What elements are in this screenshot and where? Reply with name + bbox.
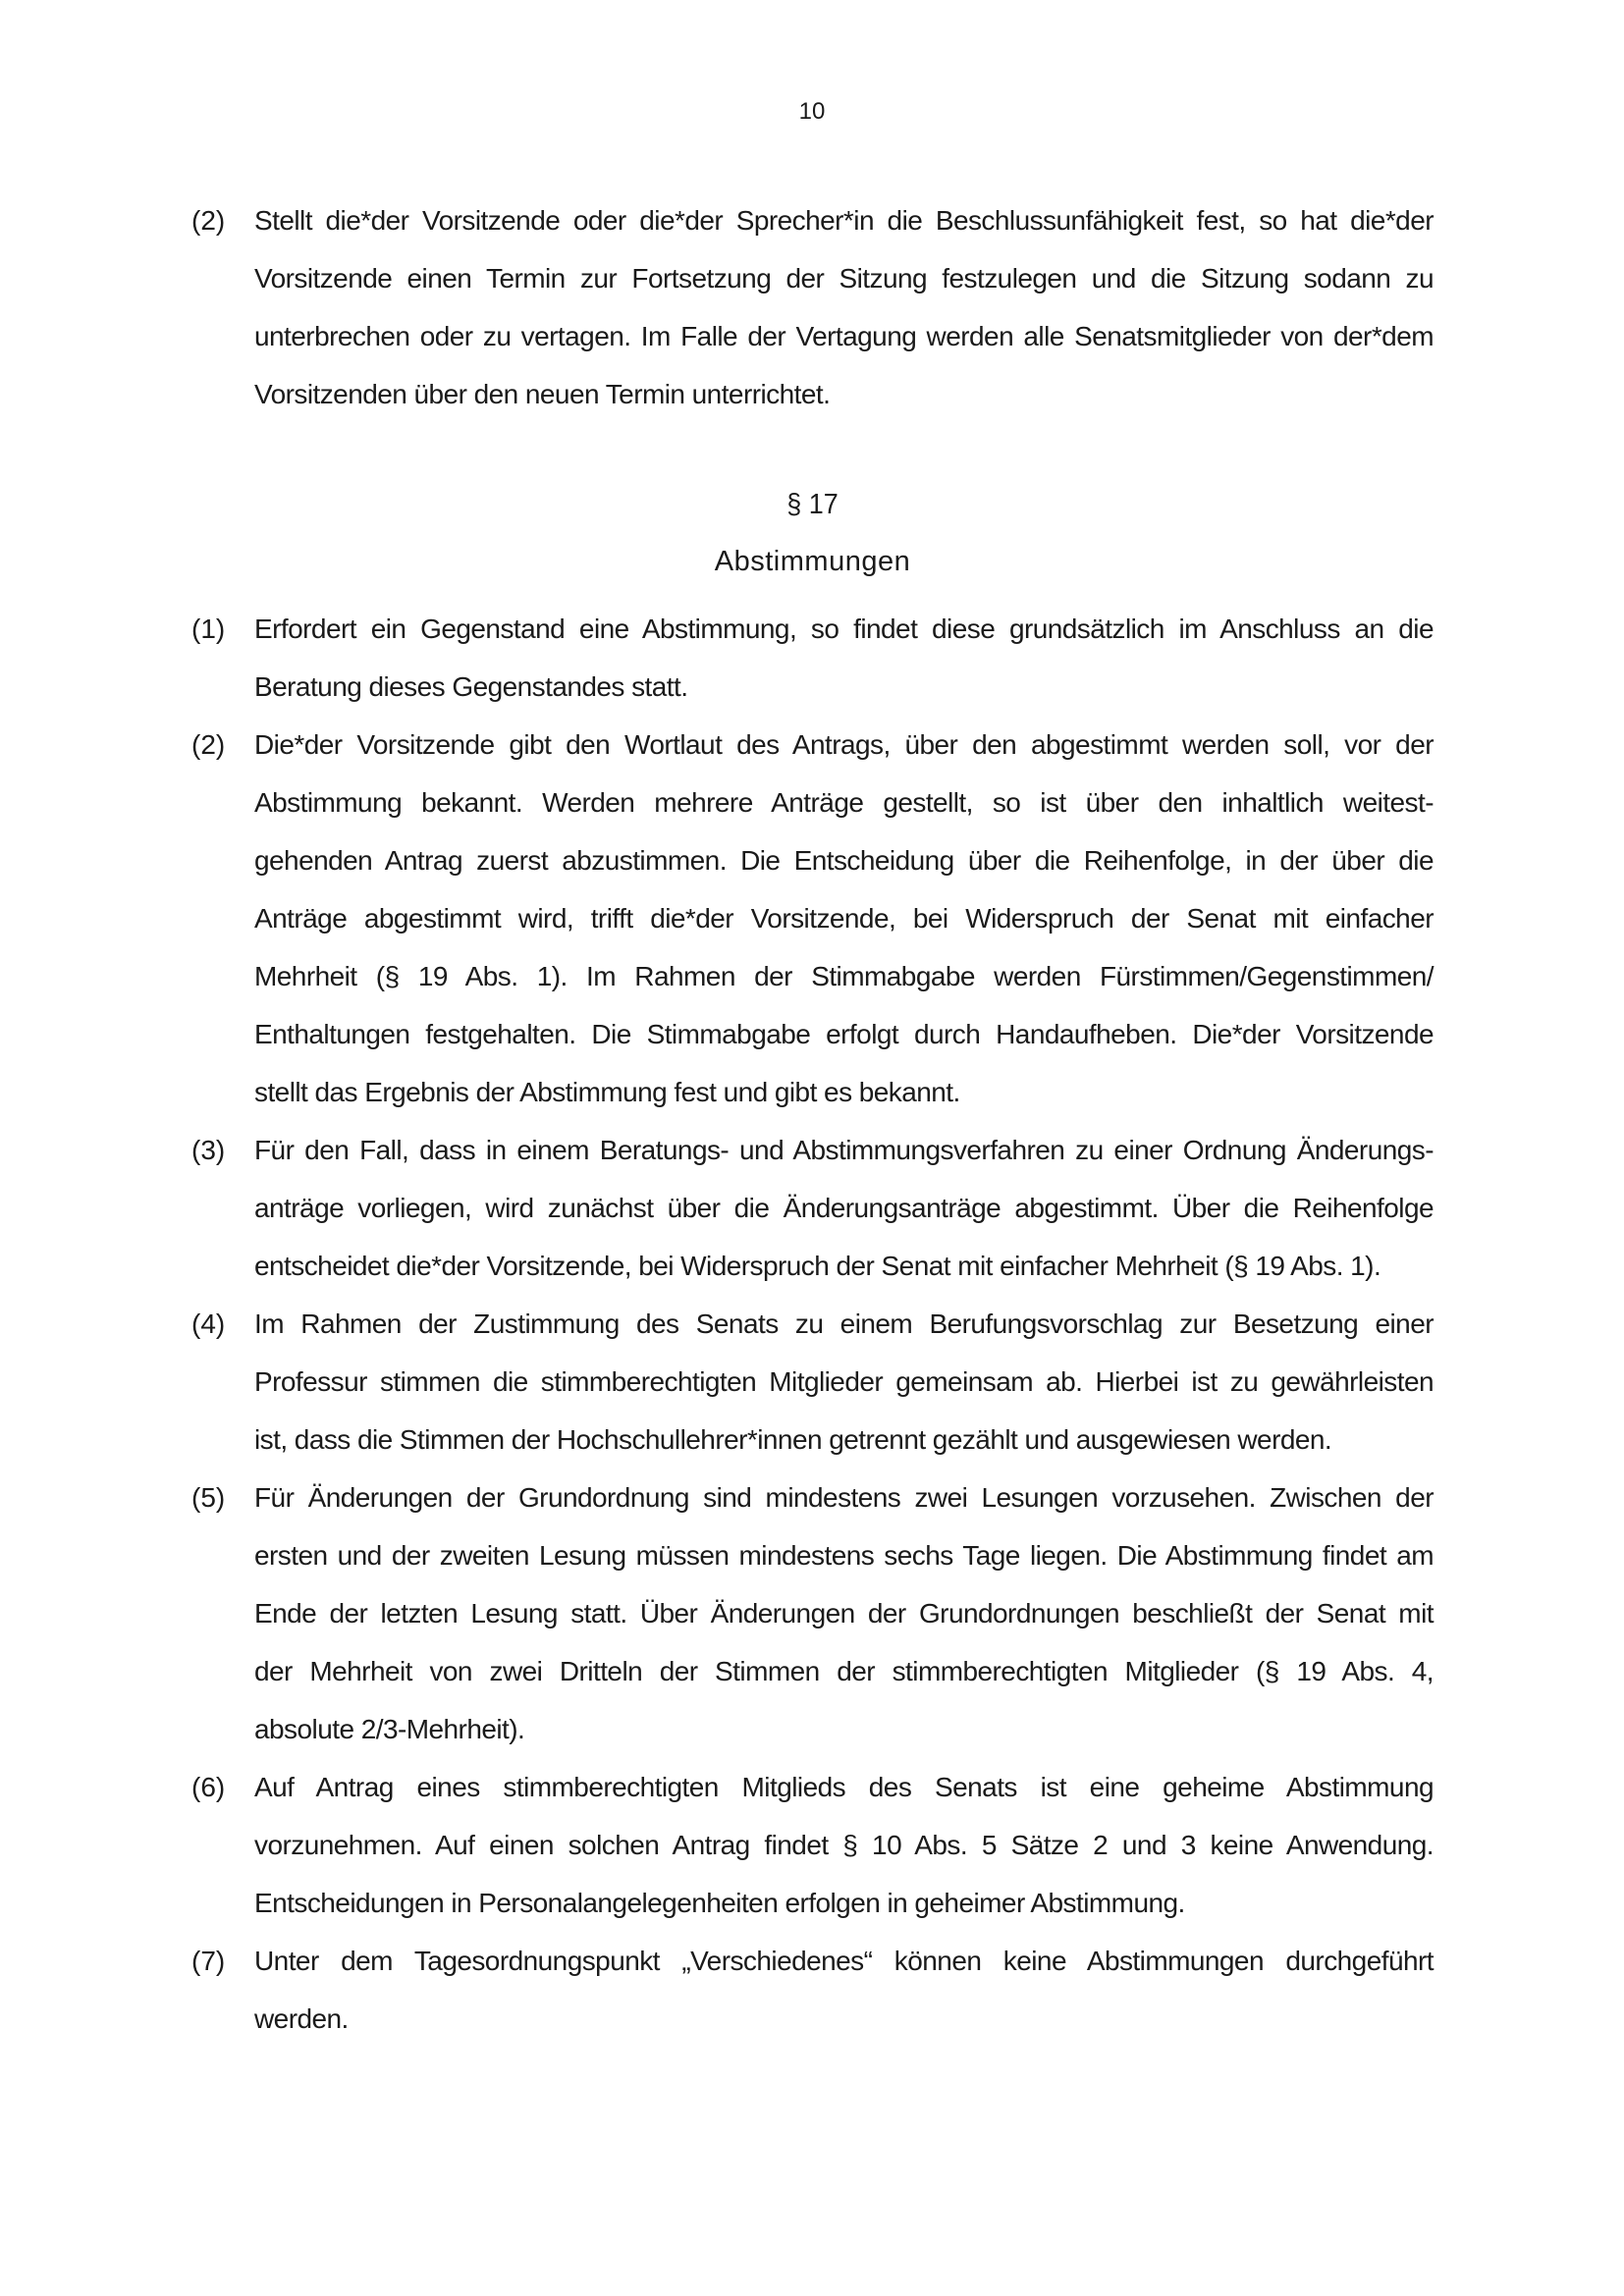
text-line: Professur stimmen die stimmberechtigten Mitglieder gemeinsam ab. Hierbei ist zu gewährleisten xyxy=(254,1366,1434,1397)
text-line: Auf Antrag eines stimmberechtigten Mitglieds des Senats ist eine geheime Abstimmung xyxy=(254,1772,1434,1802)
text-line: Erfordert ein Gegenstand eine Abstimmung, so findet diese grundsätzlich im Anschluss an die xyxy=(254,614,1434,644)
section-number: § 17 xyxy=(786,489,839,520)
text-line: unterbrechen oder zu vertagen. Im Falle der Vertagung werden alle Senatsmitglieder von der*dem xyxy=(254,321,1434,351)
paragraph-text xyxy=(254,1121,1434,1295)
paragraph-text xyxy=(254,600,1434,716)
previous-section xyxy=(191,191,1434,423)
section-17 xyxy=(191,488,1434,2048)
paragraph xyxy=(191,191,1434,423)
text-line: Abstimmung bekannt. Werden mehrere Anträge gestellt, so ist über den inhaltlich weitest- xyxy=(254,787,1434,818)
paragraph-text xyxy=(254,191,1434,423)
text-line: Für Änderungen der Grundordnung sind mindestens zwei Lesungen vorzusehen. Zwischen der xyxy=(254,1482,1434,1513)
text-line: Unter dem Tagesordnungspunkt „Verschiedenes“ können keine Abstimmungen durchgeführt xyxy=(254,1946,1434,1976)
text-line: ersten und der zweiten Lesung müssen mindestens sechs Tage liegen. Die Abstimmung findet am xyxy=(254,1540,1434,1571)
paragraph xyxy=(191,1121,1434,1295)
paragraph-number: (5) xyxy=(191,1482,226,1513)
text-line: Vorsitzenden über den neuen Termin unterrichtet. xyxy=(254,379,831,409)
paragraph-number: (1) xyxy=(191,614,226,644)
paragraph xyxy=(191,1295,1434,1468)
section-title: Abstimmungen xyxy=(714,546,911,577)
text-line: Entscheidungen in Personalangelegenheiten erfolgen in geheimer Abstimmung. xyxy=(254,1888,1185,1918)
paragraph xyxy=(191,1758,1434,1932)
text-line: Mehrheit (§ 19 Abs. 1). Im Rahmen der Stimmabgabe werden Fürstimmen/Gegenstimmen/ xyxy=(254,961,1434,991)
text-line: Ende der letzten Lesung statt. Über Änderungen der Grundordnungen beschließt der Senat mit xyxy=(254,1598,1434,1629)
text-line: Stellt die*der Vorsitzende oder die*der Sprecher*in die Beschlussunfähigkeit fest, so hat die*der xyxy=(254,205,1434,236)
paragraph-number: (4) xyxy=(191,1308,226,1339)
text-line: entscheidet die*der Vorsitzende, bei Widerspruch der Senat mit einfacher Mehrheit (§ 19 Abs. 1). xyxy=(254,1251,1381,1281)
text-line: vorzunehmen. Auf einen solchen Antrag findet § 10 Abs. 5 Sätze 2 und 3 keine Anwendung. xyxy=(254,1830,1434,1860)
text-line: Beratung dieses Gegenstandes statt. xyxy=(254,671,688,702)
text-line: der Mehrheit von zwei Dritteln der Stimmen der stimmberechtigten Mitglieder (§ 19 Abs. 4, xyxy=(254,1656,1434,1686)
paragraph-number: (2) xyxy=(191,729,226,760)
paragraph-text xyxy=(254,1468,1434,1758)
text-line: stellt das Ergebnis der Abstimmung fest und gibt es bekannt. xyxy=(254,1077,960,1107)
paragraph xyxy=(191,1932,1434,2048)
page-number: 10 xyxy=(798,98,826,125)
paragraph-text xyxy=(254,1932,1434,2048)
paragraph-number: (6) xyxy=(191,1772,226,1802)
paragraph-number: (3) xyxy=(191,1135,226,1165)
paragraph-number: (7) xyxy=(191,1946,226,1976)
paragraph-text xyxy=(254,1295,1434,1468)
text-line: Vorsitzende einen Termin zur Fortsetzung der Sitzung festzulegen und die Sitzung sodann zu xyxy=(254,263,1434,294)
paragraph-text xyxy=(254,1758,1434,1932)
paragraph xyxy=(191,600,1434,716)
section-paragraphs xyxy=(191,600,1434,2048)
text-line: Die*der Vorsitzende gibt den Wortlaut des Antrags, über den abgestimmt werden soll, vor der xyxy=(254,729,1434,760)
text-line: gehenden Antrag zuerst abzustimmen. Die Entscheidung über die Reihenfolge, in der über die xyxy=(254,845,1434,876)
paragraph xyxy=(191,716,1434,1121)
text-line: Enthaltungen festgehalten. Die Stimmabgabe erfolgt durch Handaufheben. Die*der Vorsitzende xyxy=(254,1019,1434,1049)
text-line: werden. xyxy=(254,2003,349,2034)
text-line: ist, dass die Stimmen der Hochschullehrer*innen getrennt gezählt und ausgewiesen werden. xyxy=(254,1424,1332,1455)
text-line: absolute 2/3-Mehrheit). xyxy=(254,1714,525,1744)
text-line: Anträge abgestimmt wird, trifft die*der Vorsitzende, bei Widerspruch der Senat mit einfacher xyxy=(254,903,1434,934)
text-line: anträge vorliegen, wird zunächst über die Änderungsanträge abgestimmt. Über die Reihenfolge xyxy=(254,1193,1434,1223)
text-line: Für den Fall, dass in einem Beratungs- und Abstimmungsverfahren zu einer Ordnung Änderungs- xyxy=(254,1135,1434,1165)
text-line: Im Rahmen der Zustimmung des Senats zu einem Berufungsvorschlag zur Besetzung einer xyxy=(254,1308,1434,1339)
paragraph xyxy=(191,1468,1434,1758)
paragraph-number: (2) xyxy=(191,205,226,236)
paragraph-text xyxy=(254,716,1434,1121)
